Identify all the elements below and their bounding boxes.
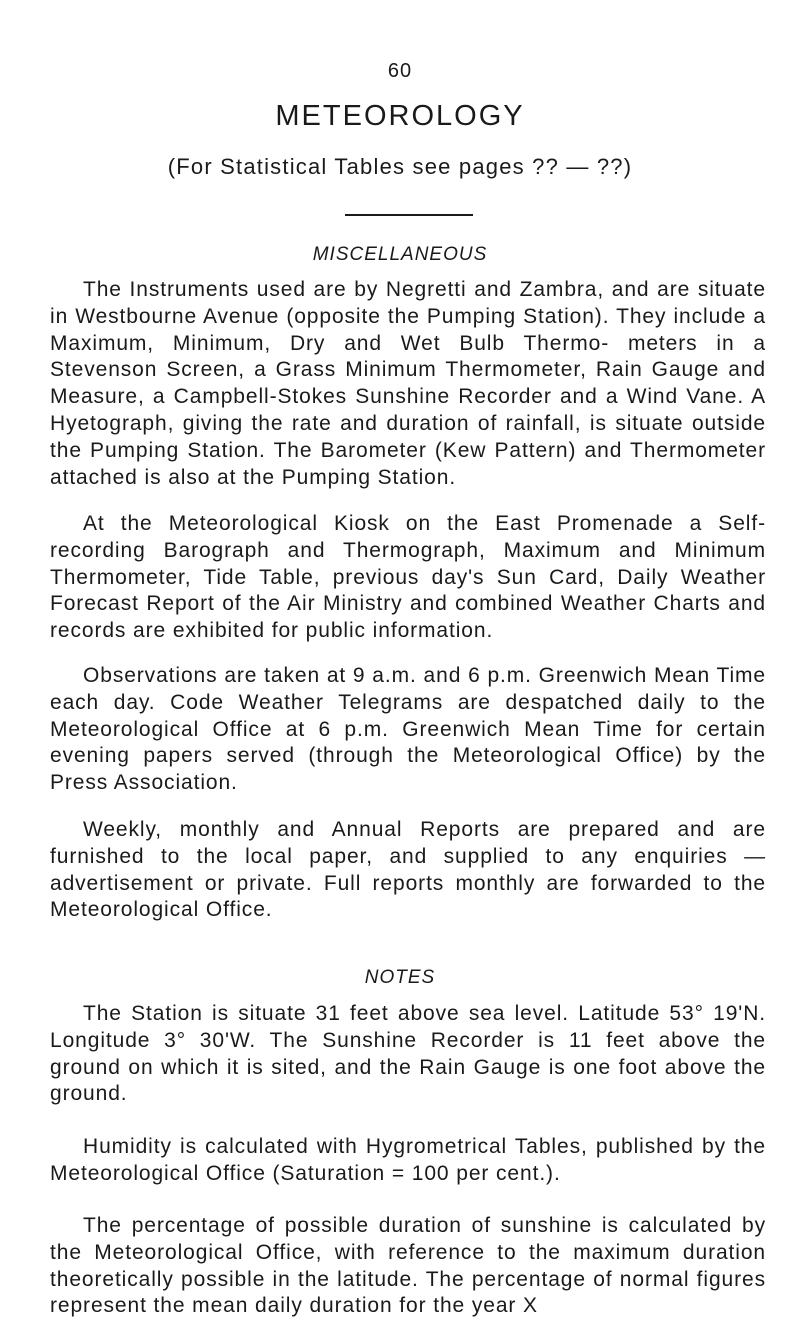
page-subtitle: (For Statistical Tables see pages ?? — ??) bbox=[167, 154, 633, 179]
paragraph-kiosk: At the Meteorological Kiosk on the East Promenade a Self-recording Barograph and Thermograph, Maximum and Minimum Thermometer, Tide Table, previous day's Sun Card, Daily Weather Forecast Report of the Air Ministry and combined Weather Charts and records are exhibited for public information. bbox=[50, 512, 766, 643]
paragraph-sunshine: The percentage of possible duration of sunshine is calculated by the Meteorological Office, with reference to the maximum duration theoretically possible in the latitude. The percentage of normal figures represent the mean daily duration for the year X bbox=[50, 1214, 766, 1318]
divider-rule bbox=[345, 214, 473, 216]
paragraph-station-location: The Station is situate 31 feet above sea level. Latitude 53° 19'N. Longitude 3° 30'W. The Sunshine Recorder is 11 feet above the ground on which it is sited, and the Rain Gauge is one foot above the ground. bbox=[50, 1002, 766, 1106]
page-number: 60 bbox=[387, 60, 413, 82]
page-title: METEOROLOGY bbox=[275, 100, 525, 132]
paragraph-humidity: Humidity is calculated with Hygrometrical Tables, published by the Meteorological Office (Saturation = 100 per cent.). bbox=[50, 1135, 766, 1185]
section-heading-miscellaneous: MISCELLANEOUS bbox=[312, 244, 488, 265]
section-heading-notes: NOTES bbox=[364, 967, 436, 988]
paragraph-observations: Observations are taken at 9 a.m. and 6 p.m. Greenwich Mean Time each day. Code Weather Telegrams are despatched daily to the Meteorological Office at 6 p.m. Greenwich Mean Time for certain evening papers served (through the Meteorological Office) by the Press Association. bbox=[50, 664, 766, 795]
paragraph-reports: Weekly, monthly and Annual Reports are prepared and are furnished to the local paper, and supplied to any enquiries — advertisement or private. Full reports monthly are forwarded to the Meteorological Office. bbox=[50, 818, 766, 922]
paragraph-instruments: The Instruments used are by Negretti and Zambra, and are situate in Westbourne Avenue (opposite the Pumping Station). They include a Maximum, Minimum, Dry and Wet Bulb Thermo- meters in a Stevenson Screen, a Grass Minimum Thermometer, Rain Gauge and Measure, a Campbell-Stokes Sunshine Recorder and a Wind Vane. A Hyetograph, giving the rate and duration of rainfall, is situate outside the Pumping Station. The Barometer (Kew Pattern) and Thermometer attached is also at the Pumping Station. bbox=[50, 278, 766, 489]
